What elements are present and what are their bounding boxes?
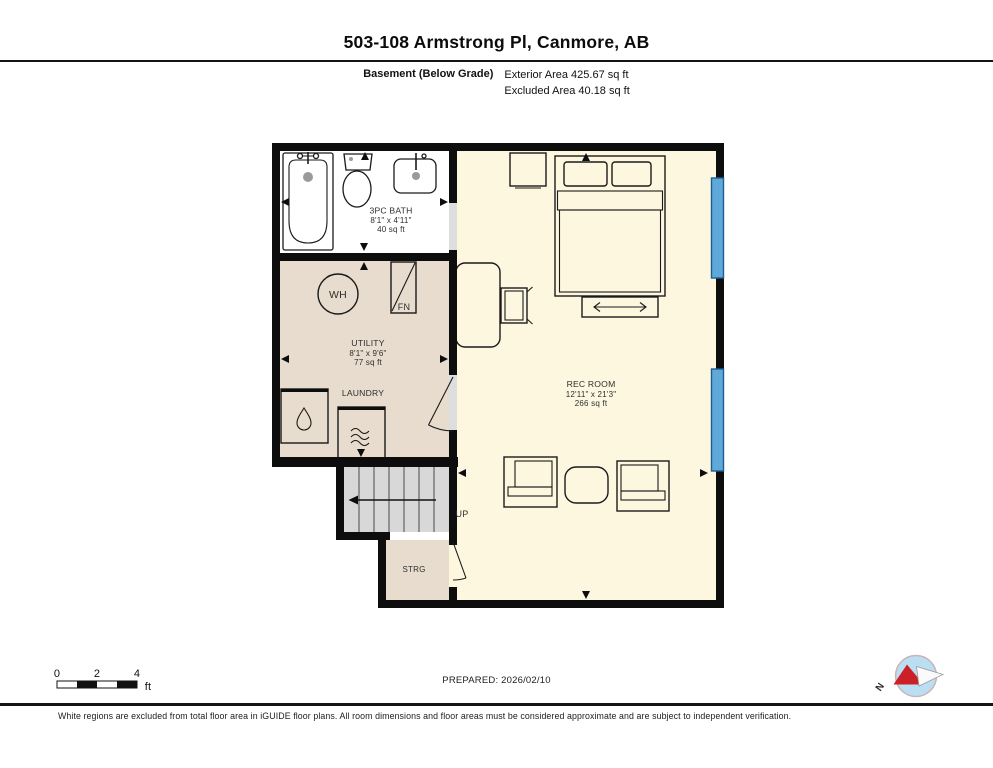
scale-unit: ft xyxy=(144,681,152,693)
tub-drain xyxy=(303,172,313,182)
coffee-table xyxy=(565,467,608,503)
bath-name: 3PC BATH xyxy=(369,205,413,216)
scale-tick-0: 0 xyxy=(53,668,61,680)
bathtub xyxy=(283,152,333,250)
wall-mid-segment xyxy=(449,587,457,600)
pillow xyxy=(612,162,651,186)
wall-utility-bottom xyxy=(272,457,458,467)
rec-room-name: REC ROOM xyxy=(566,379,616,389)
wall-mid-segment xyxy=(449,151,457,203)
floor-name-label: Basement (Below Grade) xyxy=(363,68,494,80)
nightstand xyxy=(510,153,546,188)
armchair xyxy=(504,457,557,507)
bed xyxy=(555,156,665,296)
wall-mid-segment xyxy=(449,430,457,545)
disclaimer-text: White regions are excluded from total floor area in iGUIDE floor plans. All room dimensions and floor areas must be considered approximate and are subject to independent verification. xyxy=(58,711,792,721)
bathroom-sink xyxy=(394,153,436,193)
wall-bath-utility-divider xyxy=(280,253,449,261)
bath-area: 40 sq ft xyxy=(377,225,405,234)
footer-divider xyxy=(0,703,993,706)
toilet xyxy=(343,154,372,207)
utility-area: 77 sq ft xyxy=(354,358,382,367)
window xyxy=(712,369,724,471)
wall-left xyxy=(272,143,280,467)
utility-name: UTILITY xyxy=(351,338,385,348)
wall-bottom xyxy=(378,600,724,608)
laundry-name: LAUNDRY xyxy=(341,388,385,398)
pillow xyxy=(564,162,607,186)
wall-top xyxy=(272,143,724,151)
bench xyxy=(582,297,658,317)
desk xyxy=(456,263,500,347)
window xyxy=(712,178,724,278)
stairs-up-label: UP xyxy=(455,509,469,519)
wall-under-stairs xyxy=(336,532,390,540)
bath-dims: 8'1" x 4'11" xyxy=(370,216,412,225)
scale-tick-4: 4 xyxy=(133,668,141,680)
water-heater-label: WH xyxy=(329,289,347,301)
prepared-date: PREPARED: 2026/02/10 xyxy=(442,675,551,686)
rec-room-dims: 12'11" x 21'3" xyxy=(565,390,617,399)
storage-name: STRG xyxy=(402,565,426,574)
washer xyxy=(281,389,328,443)
utility-dims: 8'1" x 9'6" xyxy=(349,349,387,358)
excluded-area-label: Excluded Area 40.18 sq ft xyxy=(504,85,630,97)
wall-storage-left xyxy=(378,540,386,608)
compass-north-label: N xyxy=(873,681,888,694)
wall-mid-segment xyxy=(449,250,457,375)
exterior-area-label: Exterior Area 425.67 sq ft xyxy=(504,69,629,81)
armchair xyxy=(617,461,669,511)
scale-tick-2: 2 xyxy=(93,668,101,680)
rec-room-area: 266 sq ft xyxy=(574,399,608,408)
bath-door-opening xyxy=(449,203,457,250)
wall-stairs-left xyxy=(336,467,344,540)
page-title: 503-108 Armstrong Pl, Canmore, AB xyxy=(343,32,650,52)
furnace-label: FN xyxy=(397,302,411,312)
